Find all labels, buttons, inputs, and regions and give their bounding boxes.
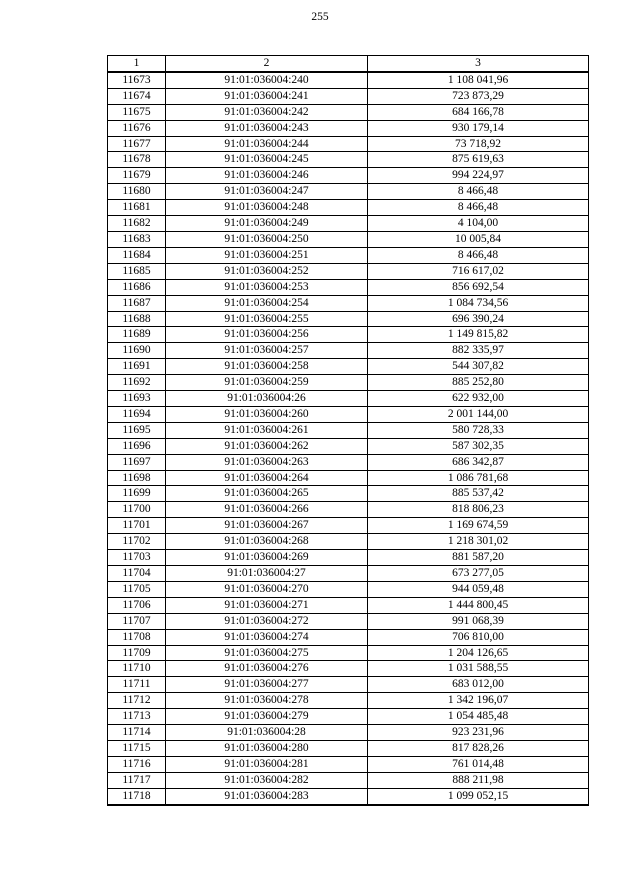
row-number-cell: 11698 [108, 470, 166, 486]
cadastral-number-cell: 91:01:036004:260 [166, 406, 368, 422]
row-number-cell: 11691 [108, 359, 166, 375]
cadastral-value-cell: 1 099 052,15 [368, 788, 589, 804]
table-header [108, 56, 589, 72]
cadastral-number-cell: 91:01:036004:255 [166, 311, 368, 327]
cadastral-value-cell: 544 307,82 [368, 359, 589, 375]
cadastral-value-cell: 622 932,00 [368, 391, 589, 407]
row-number-cell: 11682 [108, 216, 166, 232]
cadastral-value-cell: 817 828,26 [368, 740, 589, 756]
cadastral-value-cell: 10 005,84 [368, 231, 589, 247]
row-number-cell: 11715 [108, 740, 166, 756]
cadastral-value-cell: 673 277,05 [368, 566, 589, 582]
table-row [108, 343, 589, 359]
row-number-cell: 11699 [108, 486, 166, 502]
header-cell-2: 2 [166, 56, 368, 72]
cadastral-value-cell: 1 149 815,82 [368, 327, 589, 343]
cadastral-number-cell: 91:01:036004:256 [166, 327, 368, 343]
cadastral-number-cell: 91:01:036004:272 [166, 613, 368, 629]
cadastral-value-cell: 991 068,39 [368, 613, 589, 629]
cadastral-value-cell: 1 169 674,59 [368, 518, 589, 534]
cadastral-value-cell: 73 718,92 [368, 136, 589, 152]
row-number-cell: 11685 [108, 263, 166, 279]
row-number-cell: 11713 [108, 709, 166, 725]
cadastral-number-cell: 91:01:036004:247 [166, 184, 368, 200]
row-number-cell: 11696 [108, 438, 166, 454]
cadastral-value-cell: 1 108 041,96 [368, 72, 589, 88]
header-row [108, 56, 589, 72]
cadastral-value-cell: 888 211,98 [368, 772, 589, 788]
table-body [108, 72, 589, 805]
row-number-cell: 11681 [108, 200, 166, 216]
row-number-cell: 11676 [108, 120, 166, 136]
table-row [108, 104, 589, 120]
cadastral-value-cell: 1 086 781,68 [368, 470, 589, 486]
cadastral-value-cell: 8 466,48 [368, 184, 589, 200]
row-number-cell: 11703 [108, 550, 166, 566]
cadastral-number-cell: 91:01:036004:240 [166, 72, 368, 88]
cadastral-value-cell: 4 104,00 [368, 216, 589, 232]
row-number-cell: 11695 [108, 422, 166, 438]
row-number-cell: 11684 [108, 247, 166, 263]
table-row [108, 740, 589, 756]
cadastral-number-cell: 91:01:036004:244 [166, 136, 368, 152]
cadastral-value-cell: 684 166,78 [368, 104, 589, 120]
table-row [108, 231, 589, 247]
row-number-cell: 11688 [108, 311, 166, 327]
cadastral-number-cell: 91:01:036004:275 [166, 645, 368, 661]
row-number-cell: 11710 [108, 661, 166, 677]
cadastral-number-cell: 91:01:036004:268 [166, 534, 368, 550]
cadastral-number-cell: 91:01:036004:274 [166, 629, 368, 645]
cadastral-number-cell: 91:01:036004:276 [166, 661, 368, 677]
table-row [108, 120, 589, 136]
table-row [108, 709, 589, 725]
table-row [108, 184, 589, 200]
row-number-cell: 11673 [108, 72, 166, 88]
cadastral-number-cell: 91:01:036004:242 [166, 104, 368, 120]
cadastral-value-cell: 885 252,80 [368, 375, 589, 391]
table-row [108, 661, 589, 677]
table-row [108, 263, 589, 279]
cadastral-number-cell: 91:01:036004:259 [166, 375, 368, 391]
cadastral-value-cell: 881 587,20 [368, 550, 589, 566]
table-row [108, 597, 589, 613]
table-row [108, 566, 589, 582]
cadastral-value-cell: 587 302,35 [368, 438, 589, 454]
table-row [108, 454, 589, 470]
row-number-cell: 11693 [108, 391, 166, 407]
row-number-cell: 11714 [108, 725, 166, 741]
table-row [108, 168, 589, 184]
table-row [108, 581, 589, 597]
cadastral-number-cell: 91:01:036004:254 [166, 295, 368, 311]
cadastral-value-cell: 1 031 588,55 [368, 661, 589, 677]
table-row [108, 502, 589, 518]
table-row [108, 359, 589, 375]
row-number-cell: 11692 [108, 375, 166, 391]
table-row [108, 406, 589, 422]
row-number-cell: 11683 [108, 231, 166, 247]
cadastral-number-cell: 91:01:036004:258 [166, 359, 368, 375]
table-row [108, 550, 589, 566]
table-row [108, 295, 589, 311]
table-row [108, 391, 589, 407]
cadastral-number-cell: 91:01:036004:251 [166, 247, 368, 263]
table-row [108, 88, 589, 104]
cadastral-value-cell: 994 224,97 [368, 168, 589, 184]
cadastral-number-cell: 91:01:036004:241 [166, 88, 368, 104]
cadastral-value-cell: 696 390,24 [368, 311, 589, 327]
table-row [108, 438, 589, 454]
cadastral-value-cell: 1 084 734,56 [368, 295, 589, 311]
cadastral-value-cell: 930 179,14 [368, 120, 589, 136]
header-cell-1: 1 [108, 56, 166, 72]
row-number-cell: 11678 [108, 152, 166, 168]
row-number-cell: 11718 [108, 788, 166, 804]
cadastral-value-cell: 882 335,97 [368, 343, 589, 359]
row-number-cell: 11686 [108, 279, 166, 295]
row-number-cell: 11704 [108, 566, 166, 582]
cadastral-number-cell: 91:01:036004:277 [166, 677, 368, 693]
cadastral-number-cell: 91:01:036004:281 [166, 756, 368, 772]
cadastral-value-cell: 716 617,02 [368, 263, 589, 279]
table-row [108, 470, 589, 486]
row-number-cell: 11701 [108, 518, 166, 534]
cadastral-value-cell: 875 619,63 [368, 152, 589, 168]
cadastral-value-cell: 580 728,33 [368, 422, 589, 438]
cadastral-number-cell: 91:01:036004:269 [166, 550, 368, 566]
row-number-cell: 11687 [108, 295, 166, 311]
cadastral-value-cell: 856 692,54 [368, 279, 589, 295]
cadastral-number-cell: 91:01:036004:249 [166, 216, 368, 232]
cadastral-number-cell: 91:01:036004:262 [166, 438, 368, 454]
cadastral-value-cell: 8 466,48 [368, 200, 589, 216]
table-row [108, 486, 589, 502]
table-row [108, 629, 589, 645]
cadastral-number-cell: 91:01:036004:282 [166, 772, 368, 788]
cadastral-number-cell: 91:01:036004:280 [166, 740, 368, 756]
row-number-cell: 11711 [108, 677, 166, 693]
cadastral-number-cell: 91:01:036004:267 [166, 518, 368, 534]
table-row [108, 613, 589, 629]
cadastral-value-cell: 885 537,42 [368, 486, 589, 502]
cadastral-value-cell: 1 342 196,07 [368, 693, 589, 709]
cadastral-value-cell: 1 054 485,48 [368, 709, 589, 725]
cadastral-value-cell: 706 810,00 [368, 629, 589, 645]
table-row [108, 756, 589, 772]
table-row [108, 725, 589, 741]
table-row [108, 72, 589, 88]
table-row [108, 375, 589, 391]
table-row [108, 772, 589, 788]
cadastral-number-cell: 91:01:036004:265 [166, 486, 368, 502]
table-row [108, 136, 589, 152]
cadastral-number-cell: 91:01:036004:283 [166, 788, 368, 804]
row-number-cell: 11706 [108, 597, 166, 613]
row-number-cell: 11700 [108, 502, 166, 518]
cadastral-number-cell: 91:01:036004:252 [166, 263, 368, 279]
cadastral-value-cell: 1 444 800,45 [368, 597, 589, 613]
table-row [108, 279, 589, 295]
row-number-cell: 11709 [108, 645, 166, 661]
cadastral-number-cell: 91:01:036004:278 [166, 693, 368, 709]
cadastral-value-cell: 923 231,96 [368, 725, 589, 741]
cadastral-value-cell: 8 466,48 [368, 247, 589, 263]
table-row [108, 677, 589, 693]
row-number-cell: 11702 [108, 534, 166, 550]
table-row [108, 152, 589, 168]
page-number: 255 [311, 11, 329, 23]
row-number-cell: 11677 [108, 136, 166, 152]
table-row [108, 311, 589, 327]
cadastral-number-cell: 91:01:036004:26 [166, 391, 368, 407]
cadastral-number-cell: 91:01:036004:243 [166, 120, 368, 136]
cadastral-number-cell: 91:01:036004:246 [166, 168, 368, 184]
row-number-cell: 11694 [108, 406, 166, 422]
row-number-cell: 11708 [108, 629, 166, 645]
cadastral-value-cell: 723 873,29 [368, 88, 589, 104]
table-row [108, 327, 589, 343]
cadastral-value-cell: 686 342,87 [368, 454, 589, 470]
table-row [108, 200, 589, 216]
table-row [108, 534, 589, 550]
row-number-cell: 11705 [108, 581, 166, 597]
cadastral-number-cell: 91:01:036004:28 [166, 725, 368, 741]
table-row [108, 693, 589, 709]
table-row [108, 645, 589, 661]
row-number-cell: 11689 [108, 327, 166, 343]
row-number-cell: 11717 [108, 772, 166, 788]
cadastral-number-cell: 91:01:036004:253 [166, 279, 368, 295]
cadastral-number-cell: 91:01:036004:266 [166, 502, 368, 518]
row-number-cell: 11707 [108, 613, 166, 629]
cadastral-value-cell: 944 059,48 [368, 581, 589, 597]
cadastral-number-cell: 91:01:036004:279 [166, 709, 368, 725]
cadastral-number-cell: 91:01:036004:245 [166, 152, 368, 168]
row-number-cell: 11679 [108, 168, 166, 184]
row-number-cell: 11697 [108, 454, 166, 470]
cadastral-number-cell: 91:01:036004:271 [166, 597, 368, 613]
table-row [108, 422, 589, 438]
cadastral-value-cell: 1 204 126,65 [368, 645, 589, 661]
cadastral-value-table [107, 55, 589, 806]
cadastral-value-cell: 2 001 144,00 [368, 406, 589, 422]
cadastral-value-cell: 761 014,48 [368, 756, 589, 772]
cadastral-number-cell: 91:01:036004:248 [166, 200, 368, 216]
row-number-cell: 11675 [108, 104, 166, 120]
row-number-cell: 11712 [108, 693, 166, 709]
cadastral-value-cell: 1 218 301,02 [368, 534, 589, 550]
table-row [108, 518, 589, 534]
table-row [108, 788, 589, 804]
cadastral-number-cell: 91:01:036004:264 [166, 470, 368, 486]
row-number-cell: 11690 [108, 343, 166, 359]
cadastral-value-cell: 683 012,00 [368, 677, 589, 693]
header-cell-3: 3 [368, 56, 589, 72]
cadastral-number-cell: 91:01:036004:250 [166, 231, 368, 247]
cadastral-number-cell: 91:01:036004:263 [166, 454, 368, 470]
row-number-cell: 11716 [108, 756, 166, 772]
cadastral-number-cell: 91:01:036004:257 [166, 343, 368, 359]
cadastral-number-cell: 91:01:036004:270 [166, 581, 368, 597]
cadastral-number-cell: 91:01:036004:261 [166, 422, 368, 438]
table-row [108, 216, 589, 232]
cadastral-number-cell: 91:01:036004:27 [166, 566, 368, 582]
table-row [108, 247, 589, 263]
cadastral-value-cell: 818 806,23 [368, 502, 589, 518]
row-number-cell: 11680 [108, 184, 166, 200]
row-number-cell: 11674 [108, 88, 166, 104]
